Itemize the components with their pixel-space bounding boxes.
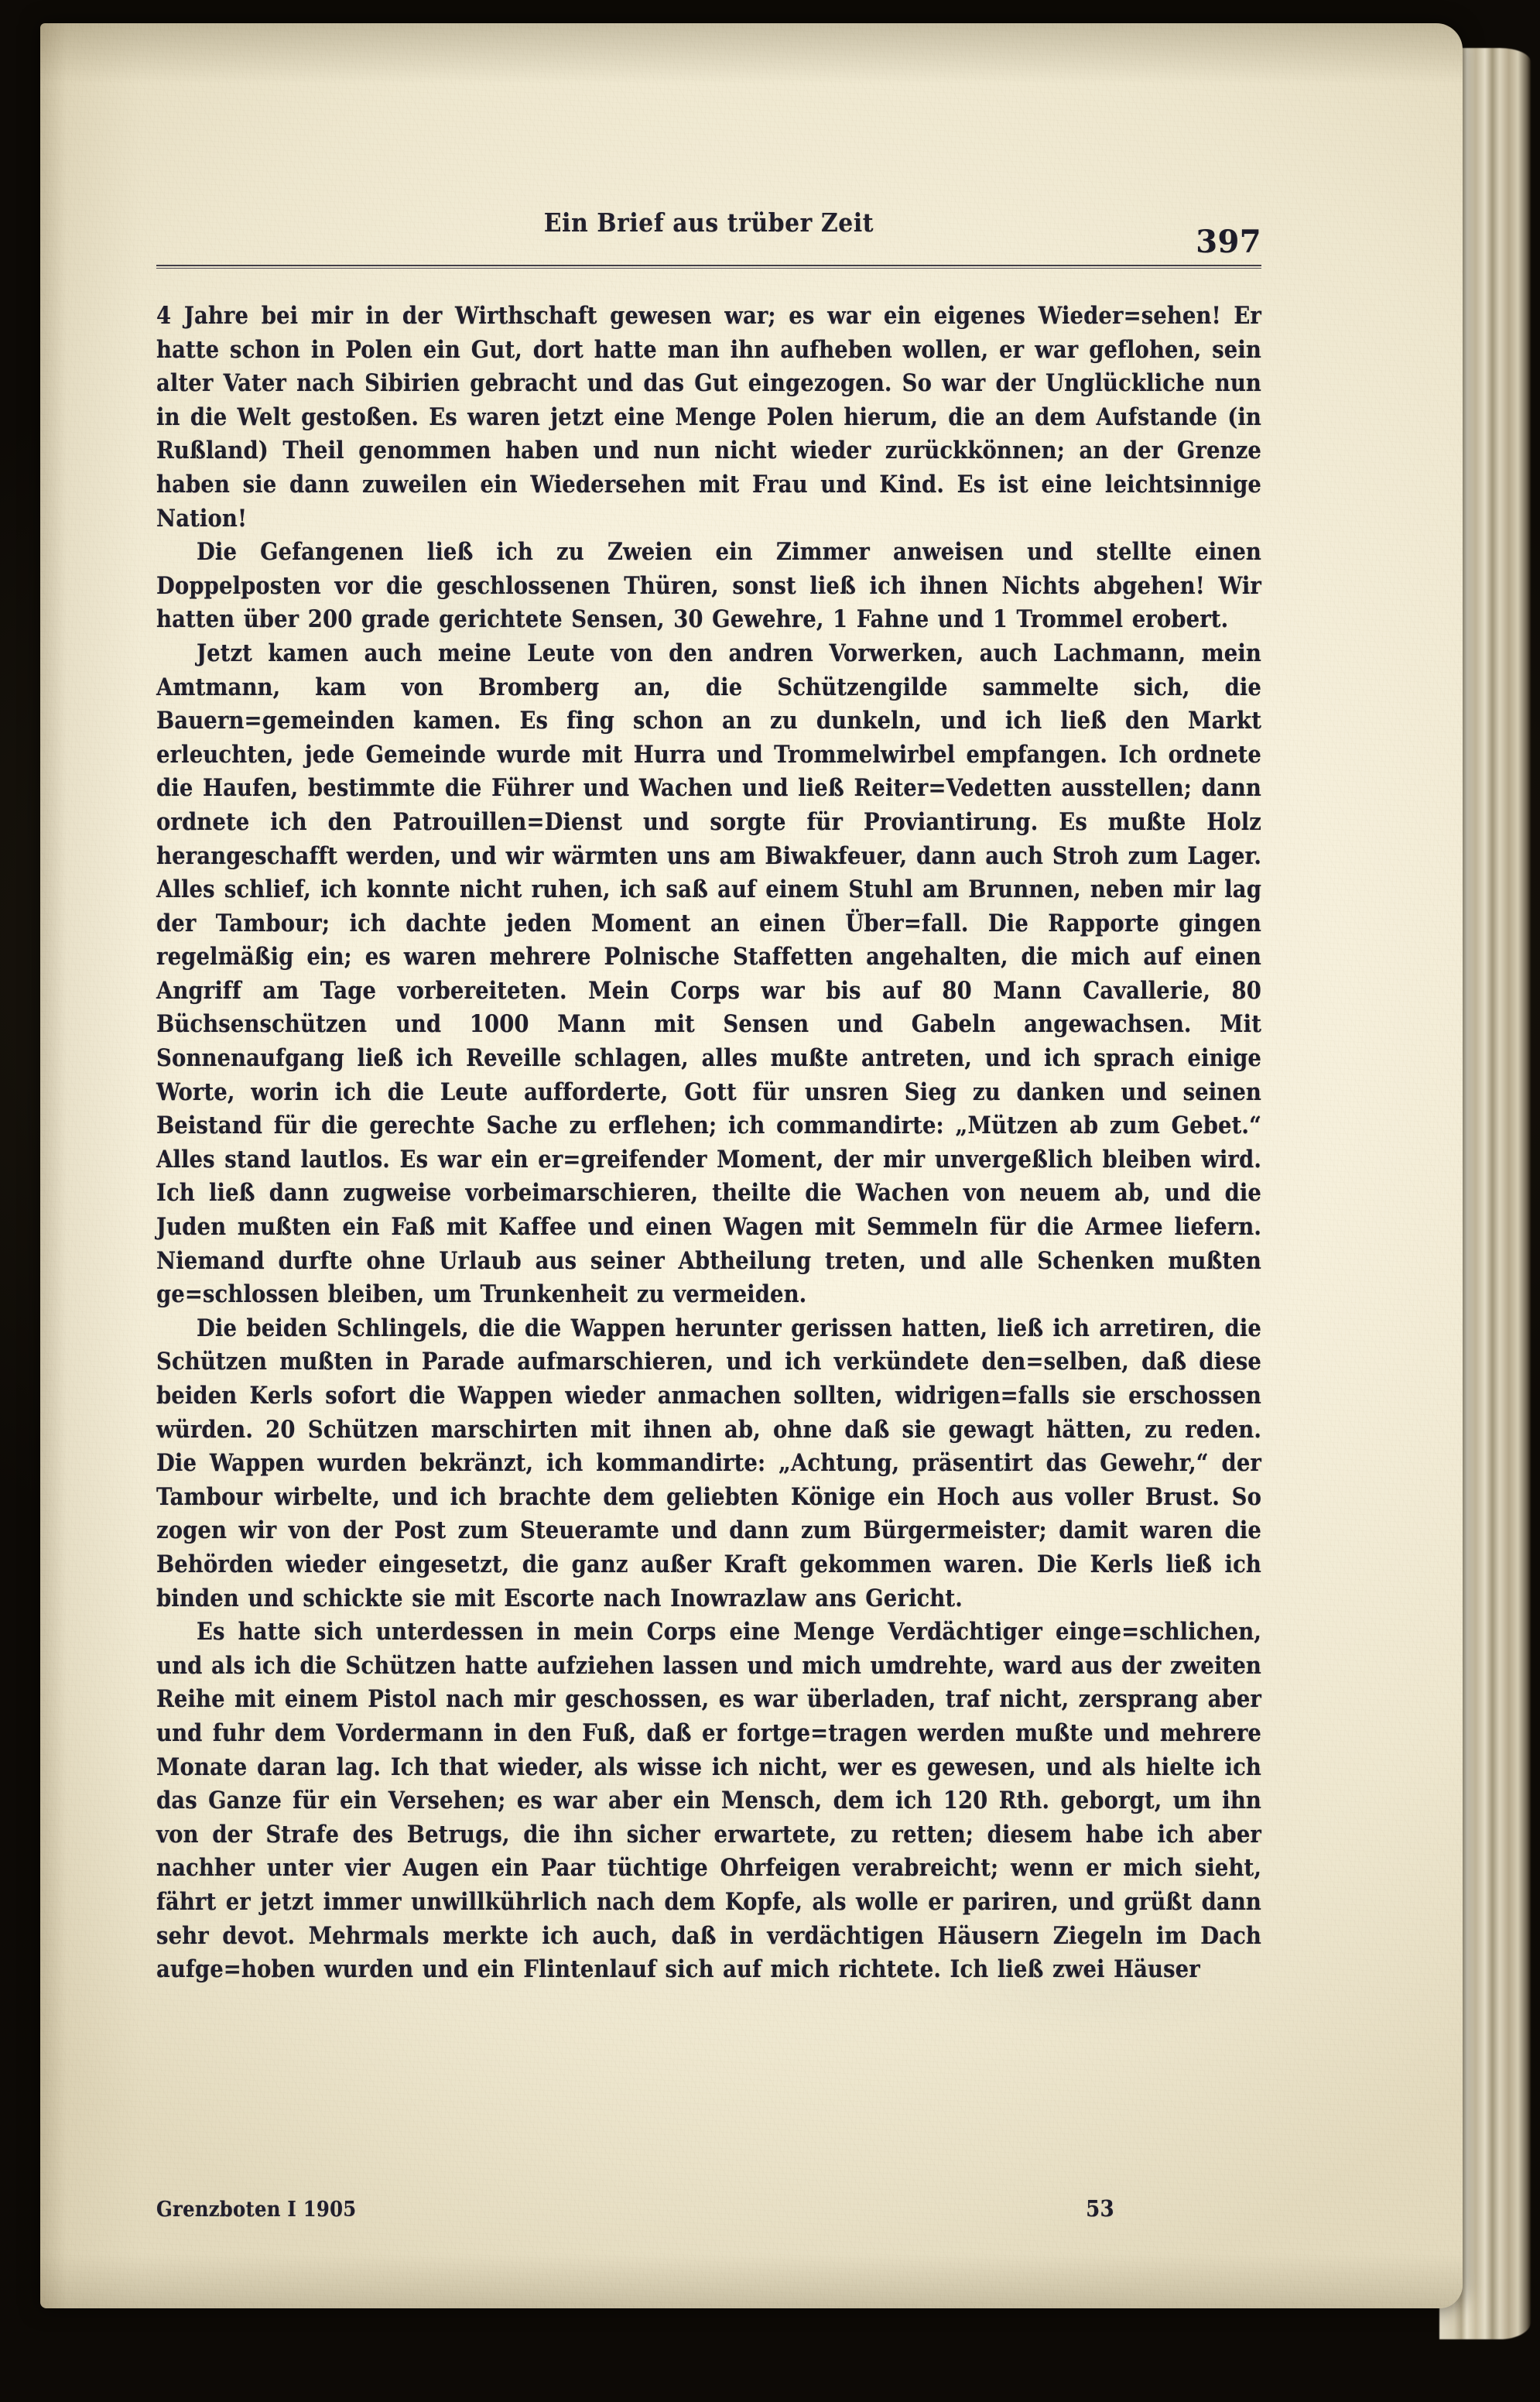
journal-imprint: Grenzboten I 1905 [156, 2198, 357, 2222]
paragraph: Es hatte sich unterdessen in mein Corps eine Menge Verdächtiger einge=schlichen, und als ich die Schützen hatte aufziehen lassen und mich umdrehte, ward aus der zweiten Reihe mit einem Pistol nach mir geschossen, es war überladen, traf nicht, zersprang aber und fuhr dem Vordermann in den Fuß, daß er fortge=tragen werden mußte und mehrere Monate daran lag. Ich that wieder, als wisse ich nicht, wer es gewesen, und als hielte ich das Ganze für ein Versehen; es war aber ein Mensch, dem ich 120 Rth. geborgt, um ihn von der Strafe des Betrugs, die ihn sicher erwartete, zu retten; diesem habe ich aber nachher unter vier Augen ein Paar tüchtige Ohrfeigen verabreicht; wenn er mich sieht, fährt er jetzt immer unwillkührlich nach dem Kopfe, als wolle er pariren, und grüßt dann sehr devot. Mehrmals merkte ich auch, daß in verdächtigen Häusern Ziegeln im Dach aufge=hoben wurden und ein Flintenlauf sich auf mich richtete. Ich ließ zwei Häuser [156, 1618, 1261, 1984]
paragraph: Jetzt kamen auch meine Leute von den andren Vorwerken, auch Lachmann, mein Amtmann, kam von Bromberg an, die Schützengilde sammelte sich, die Bauern=gemeinden kamen. Es fing schon an zu dunkeln, und ich ließ den Markt erleuchten, jede Gemeinde wurde mit Hurra und Trommelwirbel empfangen. Ich ordnete die Haufen, bestimmte die Führer und Wachen und ließ Reiter=Vedetten ausstellen; dann ordnete ich den Patrouillen=Dienst und sorgte für Proviantirung. Es mußte Holz herangeschafft werden, und wir wärmten uns am Biwakfeuer, dann auch Stroh zum Lager. Alles schlief, ich konnte nicht ruhen, ich saß auf einem Stuhl am Brunnen, neben mir lag der Tambour; ich dachte jeden Moment an einen Über=fall. Die Rapporte gingen regelmäßig ein; es waren mehrere Polnische Staffetten angehalten, die mich auf einen Angriff am Tage vorbereiteten. Mein Corps war bis auf 80 Mann Cavallerie, 80 Büchsenschützen und 1000 Mann mit Sensen und Gabeln angewachsen. Mit Sonnenaufgang ließ ich Reveille schlagen, alles mußte antreten, und ich sprach einige Worte, worin ich die Leute aufforderte, Gott für unsren Sieg zu danken und seinen Beistand für die gerechte Sache zu erflehen; ich commandirte: „Mützen ab zum Gebet.“ Alles stand lautlos. Es war ein er=greifender Moment, der mir unvergeßlich bleiben wird. Ich ließ dann zugweise vorbeimarschieren, theilte die Wachen von neuem ab, und die Juden mußten ein Faß mit Kaffee und einen Wagen mit Semmeln für die Armee liefern. Niemand durfte ohne Urlaub aus seiner Abtheilung treten, und alle Schenken mußten ge=schlossen bleiben, um Trunkenheit zu vermeiden. [156, 639, 1261, 1309]
page-footer [156, 2195, 1347, 2222]
page-number: 397 [1196, 224, 1261, 260]
paragraph: 4 Jahre bei mir in der Wirthschaft gewesen war; es war ein eigenes Wieder=sehen! Er hatte schon in Polen ein Gut, dort hatte man ihn aufheben wollen, er war geflohen, sein alter Vater nach Sibirien gebracht und das Gut eingezogen. So war der Unglückliche nun in die Welt gestoßen. Es waren jetzt eine Menge Polen hierum, die an dem Aufstande (in Rußland) Theil genommen haben und nun nicht wieder zurückkönnen; an der Grenze haben sie dann zuweilen ein Wiedersehen mit Frau und Kind. Es ist eine leichtsinnige Nation! [156, 302, 1261, 533]
paragraph: Die Gefangenen ließ ich zu Zweien ein Zimmer anweisen und stellte einen Doppelposten vor die geschlossenen Thüren, sonst ließ ich ihnen Nichts abgehen! Wir hatten über 200 grade gerichtete Sensen, 30 Gewehre, 1 Fahne und 1 Trommel erobert. [156, 538, 1261, 634]
paragraph: Die beiden Schlingels, die die Wappen herunter gerissen hatten, ließ ich arretiren, die Schützen mußten in Parade aufmarschieren, und ich verkündete den=selben, daß diese beiden Kerls sofort die Wappen wieder anmachen sollten, widrigen=falls sie erschossen würden. 20 Schützen marschirten mit ihnen ab, ohne daß sie gewagt hätten, zu reden. Die Wappen wurden bekränzt, ich kommandirte: „Achtung, präsentirt das Gewehr,“ der Tambour wirbelte, und ich brachte dem geliebten Könige ein Hoch aus voller Brust. So zogen wir von der Post zum Steueramte und dann zum Bürgermeister; damit waren die Behörden wieder eingesetzt, die ganz außer Kraft gekommen waren. Die Kerls ließ ich binden und schickte sie mit Escorte nach Inowrazlaw ans Gericht. [156, 1314, 1261, 1612]
running-head-title: Ein Brief aus trüber Zeit [543, 207, 874, 238]
printed-leaf [40, 23, 1463, 2308]
running-head [156, 207, 1261, 262]
header-double-rule [156, 265, 1261, 270]
signature-mark: 53 [1086, 2195, 1114, 2222]
type-block [156, 207, 1261, 1987]
